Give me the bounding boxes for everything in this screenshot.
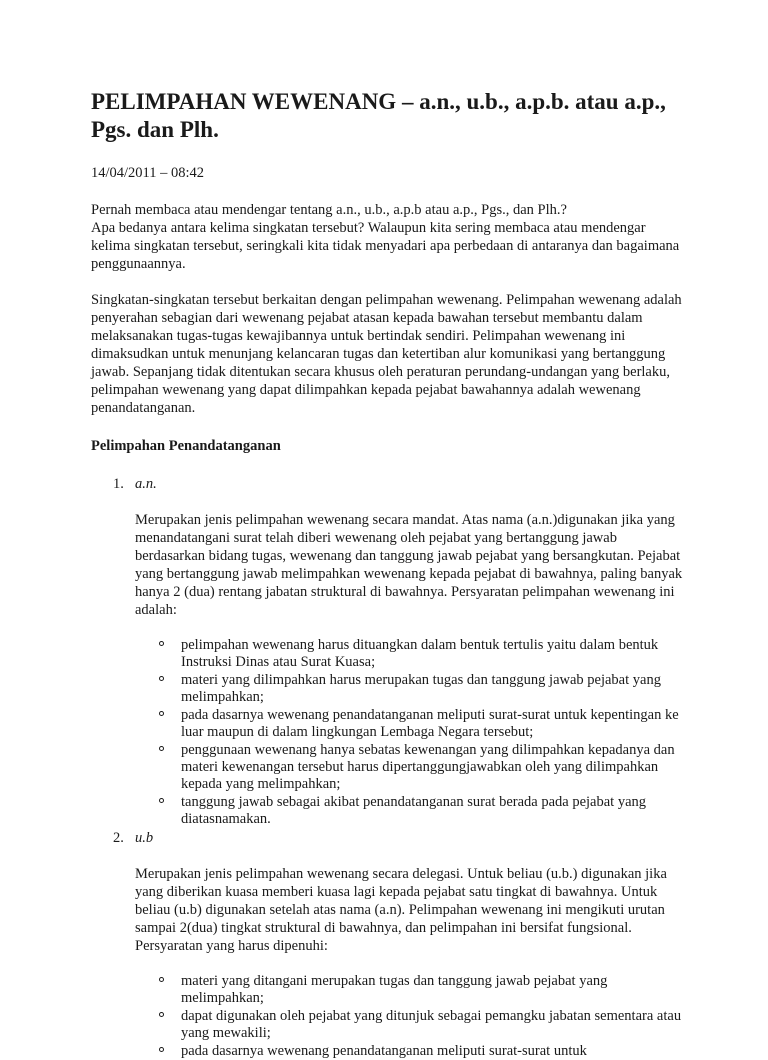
signature-delegation-list xyxy=(91,475,688,1060)
list-item: materi yang dilimpahkan harus merupakan tugas dan tanggung jawab pejabat yang melimpahkan; xyxy=(135,672,688,706)
intro-line-1: Pernah membaca atau mendengar tentang a.n., u.b., a.p.b atau a.p., Pgs., dan Plh.? xyxy=(91,202,567,218)
list-number: 1. xyxy=(113,476,124,492)
circle-bullet-icon xyxy=(159,676,164,681)
list-item-label: u.b xyxy=(135,830,154,846)
list-item: pada dasarnya wewenang penandatanganan meliputi surat-surat untuk xyxy=(135,1043,688,1060)
circle-bullet-icon xyxy=(159,711,164,716)
intro-paragraph xyxy=(91,201,688,273)
intro-line-2: Apa bedanya antara kelima singkatan tersebut? Walaupun kita sering membaca atau mendengar kelima singkatan tersebut, seringkali kita tidak menyadari apa perbedaan di antaranya dan bagaimana penggunaannya. xyxy=(91,220,680,272)
circle-bullet-icon xyxy=(159,977,164,982)
circle-bullet-icon xyxy=(159,1012,164,1017)
list-item-body: Merupakan jenis pelimpahan wewenang secara mandat. Atas nama (a.n.)digunakan jika yang menandatangani surat telah diberi wewenang oleh pejabat yang bertanggung jawab berdasarkan bidang tugas, wewenang dan tanggung jawab pejabat yang bersangkutan. Pejabat yang bertanggung jawab melimpahkan wewenang kepada pejabat di bawahnya, paling banyak hanya 2 (dua) rentang jabatan struktural di bawahnya. Persyaratan pelimpahan wewenang ini adalah: xyxy=(135,512,683,618)
list-item-label: a.n. xyxy=(135,476,157,492)
section-heading: Pelimpahan Penandatanganan xyxy=(91,438,281,454)
circle-bullet-icon xyxy=(159,798,164,803)
circle-bullet-icon xyxy=(159,641,164,646)
list-item: pelimpahan wewenang harus dituangkan dalam bentuk tertulis yaitu dalam bentuk Instruksi Dinas atau Surat Kuasa; xyxy=(135,637,688,671)
list-item-an xyxy=(91,475,688,828)
list-item: dapat digunakan oleh pejabat yang ditunjuk sebagai pemangku jabatan sementara atau yang mewakili; xyxy=(135,1008,688,1042)
circle-bullet-icon xyxy=(159,746,164,751)
list-item: materi yang ditangani merupakan tugas dan tanggung jawab pejabat yang melimpahkan; xyxy=(135,973,688,1007)
requirements-list xyxy=(135,973,688,1060)
post-date: 14/04/2011 – 08:42 xyxy=(91,165,205,181)
requirements-list xyxy=(135,637,688,828)
list-item-ub xyxy=(91,829,688,1060)
list-item: penggunaan wewenang hanya sebatas kewenangan yang dilimpahkan kepadanya dan materi kewenangan tersebut harus dipertanggungjawabkan oleh yang dilimpahkan kepada yang melimpahkan; xyxy=(135,742,688,793)
list-number: 2. xyxy=(113,830,124,846)
list-item-body: Merupakan jenis pelimpahan wewenang secara delegasi. Untuk beliau (u.b.) digunakan jika yang diberikan kuasa memberi kuasa lagi kepada pejabat satu tingkat di bawahnya. Untuk beliau (u.b) digunakan setelah atas nama (a.n). Pelimpahan wewenang ini mengikuti urutan sampai 2(dua) tingkat struktural di bawahnya, dan pelimpahan ini bersifat fungsional. Persyaratan yang harus dipenuhi: xyxy=(135,866,667,954)
circle-bullet-icon xyxy=(159,1047,164,1052)
list-item: tanggung jawab sebagai akibat penandatanganan surat berada pada pejabat yang diatasnamakan. xyxy=(135,794,688,828)
definition-paragraph: Singkatan-singkatan tersebut berkaitan dengan pelimpahan wewenang. Pelimpahan wewenang adalah penyerahan sebagian dari wewenang pejabat atasan kepada bawahan tersebut membantu dalam melaksanakan tugas-tugas kewajibannya untuk bertindak sendiri. Pelimpahan wewenang ini dimaksudkan untuk menunjang kelancaran tugas dan ketertiban alur komunikasi yang bertanggung jawab. Sepanjang tidak ditentukan secara khusus oleh peraturan perundang-undangan yang berlaku, pelimpahan wewenang yang dapat dilimpahkan kepada pejabat bawahannya adalah wewenang penandatanganan. xyxy=(91,292,682,416)
document-title: PELIMPAHAN WEWENANG – a.n., u.b., a.p.b. atau a.p., Pgs. dan Plh. xyxy=(91,89,666,142)
list-item: pada dasarnya wewenang penandatanganan meliputi surat-surat untuk kepentingan ke luar maupun di dalam lingkungan Lembaga Negara tersebut; xyxy=(135,707,688,741)
